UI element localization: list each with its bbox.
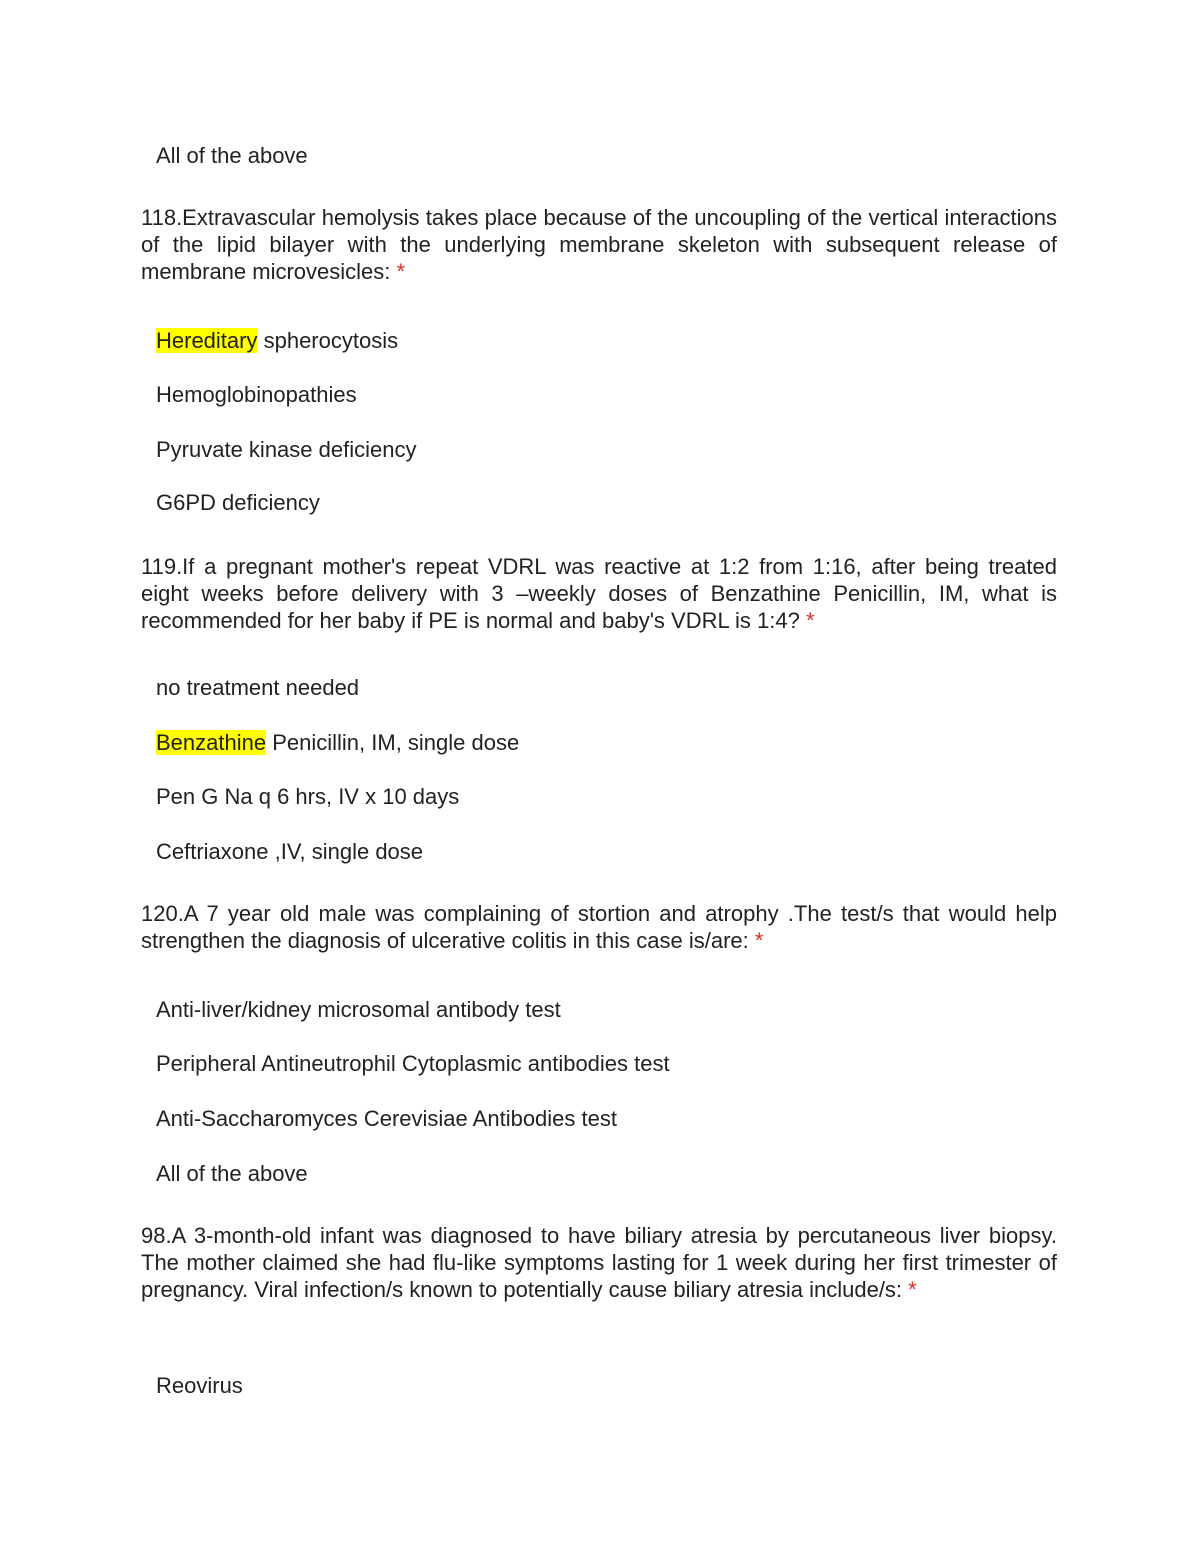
option-text: spherocytosis	[257, 328, 399, 353]
option-pyruvate-kinase: Pyruvate kinase deficiency	[156, 437, 417, 462]
option-hereditary-spherocytosis	[156, 327, 398, 354]
question-118	[141, 204, 1057, 285]
highlighted-text: Hereditary	[156, 328, 258, 353]
option-asca: Anti-Saccharomyces Cerevisiae Antibodies test	[156, 1106, 617, 1131]
required-asterisk: *	[908, 1277, 917, 1302]
option-all-of-the-above: All of the above	[156, 1161, 308, 1186]
question-text: 119.If a pregnant mother's repeat VDRL was reactive at 1:2 from 1:16, after being treated eight weeks before delivery with 3 –weekly doses of Benzathine Penicillin, IM, what is recommended for her baby if PE is normal and baby's VDRL is 1:4?	[141, 554, 1057, 633]
highlighted-text: Benzathine	[156, 730, 267, 755]
question-text: 98.A 3-month-old infant was diagnosed to have biliary atresia by percutaneous liver biopsy. The mother claimed she had flu-like symptoms lasting for 1 week during her first trimester of pregnancy. Viral infection/s known to potentially cause biliary atresia include/s:	[141, 1223, 1057, 1302]
required-asterisk: *	[805, 608, 815, 633]
required-asterisk: *	[754, 928, 764, 953]
question-98	[141, 1222, 1057, 1303]
required-asterisk: *	[396, 259, 406, 284]
question-119	[141, 553, 1057, 634]
option-p-anca: Peripheral Antineutrophil Cytoplasmic antibodies test	[156, 1051, 670, 1076]
option-anti-lkm: Anti-liver/kidney microsomal antibody test	[156, 997, 561, 1022]
question-text: 120.A 7 year old male was complaining of stortion and atrophy .The test/s that would help strengthen the diagnosis of ulcerative colitis in this case is/are:	[141, 901, 1057, 953]
option-ceftriaxone: Ceftriaxone ,IV, single dose	[156, 839, 424, 864]
question-text: 118.Extravascular hemolysis takes place because of the uncoupling of the vertical interactions of the lipid bilayer with the underlying membrane skeleton with subsequent release of membrane microvesicles:	[141, 205, 1057, 284]
option-hemoglobinopathies: Hemoglobinopathies	[156, 382, 357, 407]
option-reovirus: Reovirus	[156, 1373, 243, 1398]
option-all-of-the-above: All of the above	[156, 143, 308, 168]
option-g6pd: G6PD deficiency	[156, 490, 320, 515]
option-benzathine-penicillin	[156, 729, 519, 756]
option-no-treatment: no treatment needed	[156, 675, 360, 700]
option-pen-g-na: Pen G Na q 6 hrs, IV x 10 days	[156, 784, 460, 809]
question-120	[141, 900, 1057, 954]
option-text: Penicillin, IM, single dose	[266, 730, 520, 755]
